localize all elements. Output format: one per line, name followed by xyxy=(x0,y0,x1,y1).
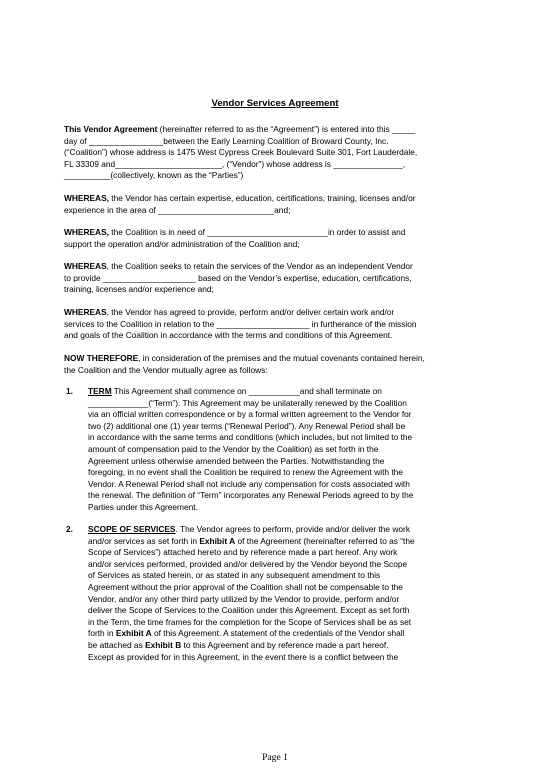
section-1-line-10: the renewal. The definition of “Term” incorporates any Renewal Periods agreed to by the xyxy=(88,490,414,501)
section-2-line-11c: to this Agreement and by reference made a part hereof. xyxy=(181,639,389,650)
whereas-4-line-3: and goals of the Coalition in accordance with the terms and conditions of this Agreement. xyxy=(64,330,393,341)
whereas-2-line-2: support the operation and/or administration of the Coalition and; xyxy=(64,238,300,249)
intro-lead: This Vendor Agreement xyxy=(64,124,158,134)
whereas-2-lead: WHEREAS, xyxy=(64,227,109,237)
whereas-4-line-2: services to the Coalition in relation to the ____________________ in furtherance of the mission xyxy=(64,318,417,329)
section-term xyxy=(66,386,486,514)
intro-line-3: (“Coalition”) whose address is 1475 West Cypress Creek Boulevard Suite 301, Fort Lauderdale, xyxy=(64,147,418,158)
section-1-line-5: in accordance with the same terms and conditions (which includes, but not limited to the xyxy=(88,432,413,443)
now-therefore-line-1: , in consideration of the premises and the mutual covenants contained herein, xyxy=(138,353,425,363)
section-2-line-1: . The Vendor agrees to perform, provide and/or deliver the work xyxy=(175,524,411,534)
section-2-line-11a: be attached as xyxy=(88,639,146,650)
section-2-heading: SCOPE OF SERVICES xyxy=(88,524,176,534)
section-2-line-3: Scope of Services”) attached hereto and by reference made a part hereof. Any work xyxy=(88,547,398,558)
section-2-line-8: deliver the Scope of Services to the Coalition under this Agreement. Except as set forth xyxy=(88,605,410,616)
document-title: Vendor Services Agreement xyxy=(211,98,339,109)
exhibit-a-ref-1: Exhibit A xyxy=(199,535,236,546)
whereas-3-lead: WHEREAS xyxy=(64,261,107,271)
section-2-line-4: and/or services performed, provided and/or delivered by the Vendor beyond the Scope xyxy=(88,558,408,569)
intro-line-5: __________(collectively, known as the “Parties”) xyxy=(64,170,244,181)
intro-line-4: FL 33309 and_______________________, (“Vendor”) whose address is _______________, xyxy=(64,158,406,169)
section-1-line-8: foregoing, in no event shall the Coalition be required to renew the Agreement with the xyxy=(88,467,403,478)
now-therefore-paragraph xyxy=(64,353,488,376)
whereas-1-line-1: the Vendor has certain expertise, education, certifications, training, licenses and/or xyxy=(108,193,416,203)
whereas-paragraph-2 xyxy=(64,227,488,250)
section-1-number: 1. xyxy=(66,386,73,396)
section-2-line-10a: forth in xyxy=(88,628,116,639)
whereas-paragraph-1 xyxy=(64,193,488,216)
whereas-4-lead: WHEREAS xyxy=(64,307,107,317)
section-2-line-12: Except as provided for in this Agreement, in the event there is a conflict between the xyxy=(88,651,399,662)
section-1-heading: TERM xyxy=(88,386,112,396)
exhibit-a-ref-2: Exhibit A xyxy=(115,628,152,639)
whereas-2-line-1: the Coalition is in need of __________________________in order to assist and xyxy=(108,227,406,237)
now-therefore-line-2: the Coalition and the Vendor mutually agree as follows: xyxy=(64,364,268,375)
whereas-4-line-1: , the Vendor has agreed to provide, perform and/or deliver certain work and/or xyxy=(106,307,395,317)
section-2-line-2c: of the Agreement (hereinafter referred to as “the xyxy=(235,535,415,546)
whereas-3-line-3: training, licenses and/or experience and; xyxy=(64,284,214,295)
intro-line-2: day of ________________between the Early Learning Coalition of Broward County, Inc. xyxy=(64,135,389,146)
section-2-line-2a: and/or services as set forth in xyxy=(88,535,200,546)
page-number: Page 1 xyxy=(262,752,288,763)
section-1-line-2: _____________(“Term”). This Agreement may be unilaterally renewed by the Coalition xyxy=(88,397,407,408)
whereas-3-line-1: , the Coalition seeks to retain the services of the Vendor as an independent Vendor xyxy=(106,261,413,271)
section-1-line-4: two (2) additional one (1) year terms (“Renewal Period”). Any Renewal Period shall be xyxy=(88,420,406,431)
section-2-line-10c: of this Agreement. A statement of the credentials of the Vendor shall xyxy=(151,628,405,639)
section-2-line-7: Vendor, and/or any other third party utilized by the Vendor to provide, perform and/or xyxy=(88,593,400,604)
section-2-line-5: of Services as stated herein, or as stated in any subsequent amendment to this xyxy=(88,570,381,581)
section-1-line-7: Agreement unless otherwise amended between the Parties. Notwithstanding the xyxy=(88,455,385,466)
section-1-line-6: amount of compensation paid to the Vendor by the Coalition) as set forth in the xyxy=(88,443,379,454)
intro-line-1: (hereinafter referred to as the “Agreement”) is entered into this _____ xyxy=(157,124,416,134)
intro-paragraph xyxy=(64,124,488,182)
whereas-paragraph-3 xyxy=(64,261,488,296)
section-1-line-9: Vendor. A Renewal Period shall not include any compensation for costs associated with xyxy=(88,478,410,489)
now-therefore-lead: NOW THEREFORE xyxy=(64,353,139,363)
section-1-line-1: This Agreement shall commence on ___________and shall terminate on xyxy=(111,386,382,396)
whereas-1-line-2: experience in the area of _________________________and; xyxy=(64,204,291,215)
whereas-1-lead: WHEREAS, xyxy=(64,193,109,203)
section-scope-of-services xyxy=(66,524,486,663)
whereas-3-line-2: to provide ____________________ based on the Vendor’s expertise, education, certifications, xyxy=(64,272,412,283)
section-1-line-3: via an official written correspondence or by a formal written agreement to the Vendor for xyxy=(88,409,412,420)
whereas-paragraph-4 xyxy=(64,307,488,342)
section-2-line-9: in the Term, the time frames for the completion for the Scope of Services shall be as set xyxy=(88,616,412,627)
section-2-number: 2. xyxy=(66,524,73,534)
exhibit-b-ref: Exhibit B xyxy=(145,639,182,650)
section-2-line-6: Agreement without the prior approval of the Coalition shall not be compensable to the xyxy=(88,581,403,592)
section-1-line-11: Parties under this Agreement. xyxy=(88,501,198,512)
